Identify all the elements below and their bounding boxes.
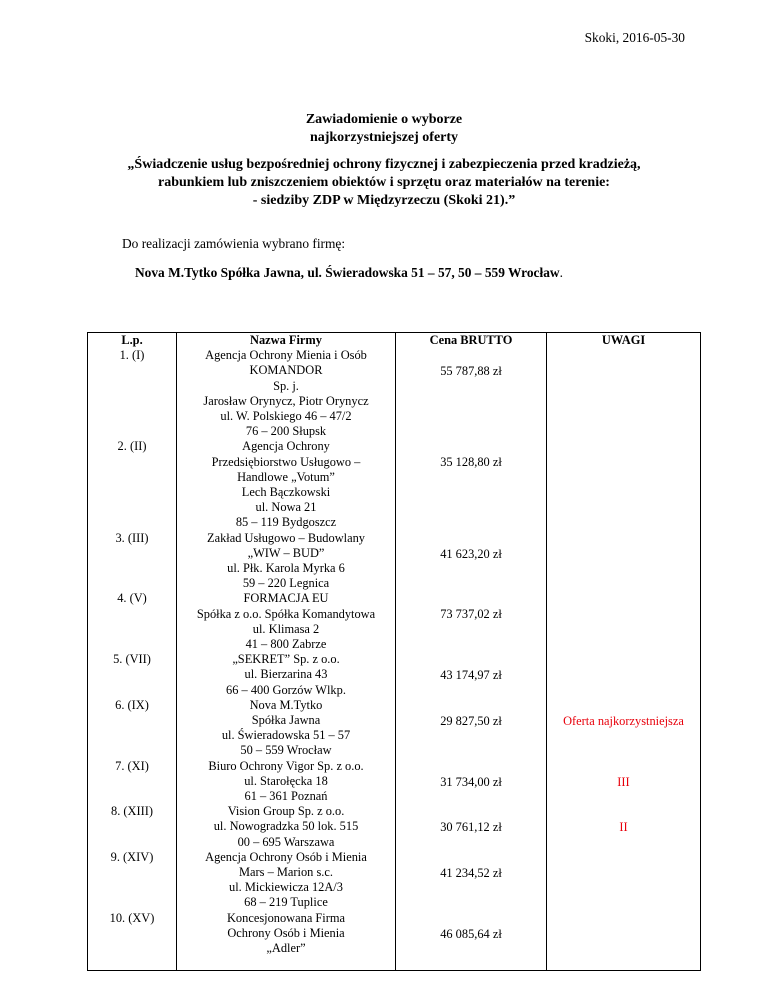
header-price: Cena BRUTTO 55 787,88 zł 35 128,80 zł 41 623,20 zł 73 737,02 zł 43 174,97 zł 29 827,50 zł 31 734,00 zł 30 761,12 zł 41 234,52 zł 46 085,64 zł xyxy=(396,333,547,971)
lp-cell: 2. (II) xyxy=(117,439,147,454)
firm-list xyxy=(177,348,395,970)
price-cell xyxy=(396,759,546,805)
contract-subject xyxy=(0,156,768,210)
firm-line: Agencja Ochrony Mienia i Osób xyxy=(205,348,367,363)
firm-line: 76 – 200 Słupsk xyxy=(245,424,327,439)
price-value: 30 761,12 zł xyxy=(440,820,502,835)
firm-line: FORMACJA EU xyxy=(243,591,329,606)
selected-company xyxy=(135,265,563,281)
lp-cell: 9. (XIV) xyxy=(110,849,154,864)
lp-list xyxy=(88,348,176,970)
firm-line: 85 – 119 Bydgoszcz xyxy=(235,515,337,530)
firm-line: Ochrony Osób i Mienia xyxy=(227,925,345,940)
firm-line: ul. W. Polskiego 46 – 47/2 xyxy=(220,409,352,424)
price-value: 41 623,20 zł xyxy=(440,546,502,561)
firm-line: ul. Mickiewicza 12A/3 xyxy=(229,880,343,895)
note-value: III xyxy=(617,774,630,789)
price-cell xyxy=(396,439,546,530)
firm-cell xyxy=(177,652,395,698)
firm-line: ul. Nowogradzka 50 lok. 515 xyxy=(213,819,359,834)
table-bottom-spacer xyxy=(177,956,395,970)
price-cell xyxy=(396,652,546,698)
price-cell xyxy=(396,911,546,957)
firm-line: 66 – 400 Gorzów Wlkp. xyxy=(226,682,346,697)
note-cell xyxy=(547,804,700,850)
firm-line: ul. Płk. Karola Myrka 6 xyxy=(227,560,345,575)
table-header-row xyxy=(88,333,701,971)
firm-line: Spółka z o.o. Spółka Komandytowa xyxy=(196,606,376,621)
firm-line: KOMANDOR xyxy=(249,363,323,378)
table-bottom-spacer xyxy=(396,956,546,970)
lp-cell: 6. (IX) xyxy=(115,697,149,712)
firm-line: Vision Group Sp. z o.o. xyxy=(227,804,345,819)
lp-cell: 7. (XI) xyxy=(115,758,149,773)
price-cell xyxy=(396,348,546,439)
price-value: 35 128,80 zł xyxy=(440,455,502,470)
heading-line-2: najkorzystniejszej oferty xyxy=(309,130,459,145)
firm-line: ul. Klimasa 2 xyxy=(252,621,320,636)
firm-cell xyxy=(177,804,395,850)
lp-cell: 4. (V) xyxy=(117,591,147,606)
price-value: 29 827,50 zł xyxy=(440,713,502,728)
firm-line: Agencja Ochrony xyxy=(242,439,330,454)
table-bottom-spacer xyxy=(88,956,176,970)
subject-line-3: - siedziby ZDP w Międzyrzeczu (Skoki 21).” xyxy=(252,193,516,208)
intro-text: Do realizacji zamówienia wybrano firmę: xyxy=(122,236,346,251)
firm-cell xyxy=(177,698,395,759)
firm-line: 41 – 800 Zabrze xyxy=(245,636,327,651)
price-value: 31 734,00 zł xyxy=(440,774,502,789)
header-notes: UWAGI Oferta najkorzystniejsza III II xyxy=(547,333,701,971)
firm-line: Przedsiębiorstwo Usługowo – xyxy=(211,454,361,469)
price-list xyxy=(396,348,546,970)
firm-cell xyxy=(177,850,395,911)
firm-line: Biuro Ochrony Vigor Sp. z o.o. xyxy=(208,758,364,773)
note-cell xyxy=(547,439,700,530)
firm-cell xyxy=(177,348,395,439)
firm-line: „SEKRET” Sp. z o.o. xyxy=(232,652,340,667)
firm-line: Spółka Jawna xyxy=(251,712,321,727)
firm-line: 68 – 219 Tuplice xyxy=(244,895,328,910)
firm-line: Nova M.Tytko xyxy=(249,697,323,712)
heading-line-1: Zawiadomienie o wyborze xyxy=(305,112,463,127)
document-heading xyxy=(0,111,768,147)
price-value: 41 234,52 zł xyxy=(440,865,502,880)
firm-line: Lech Bączkowski xyxy=(241,485,331,499)
lp-cell: 5. (VII) xyxy=(113,652,151,667)
header-lp: L.p. 1. (I) 2. (II) 3. (III) 4. (V) 5. (VII) 6. (IX) 7. (XI) 8. (XIII) 9. (XIV) 10. (XV) xyxy=(88,333,177,971)
firm-line: 61 – 361 Poznań xyxy=(244,788,328,803)
note-cell xyxy=(547,531,700,592)
subject-line-1: „Świadczenie usług bezpośredniej ochrony fizycznej i zabezpieczenia przed kradzieżą, xyxy=(127,157,641,172)
price-cell xyxy=(396,591,546,652)
firm-line: ul. Świeradowska 51 – 57 xyxy=(221,728,351,743)
firm-line: Koncesjonowana Firma xyxy=(226,910,346,925)
price-cell xyxy=(396,698,546,759)
firm-line: „WIW – BUD” xyxy=(247,545,325,560)
note-cell xyxy=(547,591,700,652)
firm-line: 00 – 695 Warszawa xyxy=(237,834,335,849)
note-cell xyxy=(547,911,700,957)
price-value: 73 737,02 zł xyxy=(440,607,502,622)
lp-cell: 8. (XIII) xyxy=(111,804,153,819)
subject-line-2: rabunkiem lub zniszczeniem obiektów i sprzętu oraz materiałów na terenie: xyxy=(158,175,610,190)
firm-line: Jarosław Orynycz, Piotr Orynycz xyxy=(203,393,369,408)
price-cell xyxy=(396,531,546,592)
firm-line: 59 – 220 Legnica xyxy=(242,576,330,591)
firm-line: ul. Nowa 21 xyxy=(255,500,317,515)
lp-cell: 10. (XV) xyxy=(109,910,155,925)
note-list xyxy=(547,348,700,970)
note-value: Oferta najkorzystniejsza xyxy=(563,713,684,728)
lp-cell: 1. (I) xyxy=(119,348,145,363)
firm-line: ul. Starołęcka 18 xyxy=(244,773,328,788)
firm-cell xyxy=(177,591,395,652)
lp-cell: 3. (III) xyxy=(115,530,149,545)
note-value: II xyxy=(619,820,628,835)
firm-line: Mars – Marion s.c. xyxy=(239,864,333,879)
firm-line: Zakład Usługowo – Budowlany xyxy=(207,530,365,545)
price-value: 46 085,64 zł xyxy=(440,926,502,941)
note-cell xyxy=(547,698,700,759)
price-value: 43 174,97 zł xyxy=(440,668,502,683)
firm-line: Agencja Ochrony Osób i Mienia xyxy=(205,849,367,864)
firm-cell xyxy=(177,911,395,957)
firm-cell xyxy=(177,531,395,592)
document-date: Skoki, 2016-05-30 xyxy=(584,30,685,45)
firm-cell xyxy=(177,759,395,805)
note-cell xyxy=(547,759,700,805)
firm-line: Sp. j. xyxy=(273,378,299,393)
firm-line: Handlowe „Votum” xyxy=(237,469,335,484)
note-cell xyxy=(547,850,700,911)
note-cell xyxy=(547,348,700,439)
firm-cell xyxy=(177,439,395,530)
firm-line: ul. Bierzarina 43 xyxy=(244,667,328,682)
table-bottom-spacer xyxy=(547,956,700,970)
offers-table xyxy=(87,332,701,971)
firm-line: 50 – 559 Wrocław xyxy=(240,743,332,758)
selected-company-name: Nova M.Tytko Spółka Jawna, ul. Świeradowska 51 – 57, 50 – 559 Wrocław xyxy=(135,265,560,280)
selected-company-period: . xyxy=(559,265,563,280)
price-cell xyxy=(396,850,546,911)
price-value: 55 787,88 zł xyxy=(440,364,502,379)
header-firm: Nazwa Firmy Agencja Ochrony Mienia i Osób KOMANDOR Sp. j. Jarosław Orynycz, Piotr Orynycz ul. W. Polskiego 46 – 47/2 76 – 200 Słupsk Agencja Ochrony Przedsiębiorstwo Usługowo – Handlowe „Votum” Lech Bączkowski ul. Nowa 21 85 – 119 Bydgoszcz Zakład Usługowo – Budowlany „WIW – BUD” ul. Płk. Karola Myrka 6 59 – 220 Legnica FORMACJA EU Spółka z o.o. Spółka Komandytowa ul. Klimasa 2 41 – 800 Zabrze „SEKRET” Sp. z o.o. ul. Bierzarina 43 66 – 400 Gorzów Wlkp. Nova M.Tytko Spółka Jawna ul. Świeradowska 51 – 57 50 – 559 Wrocław Biuro Ochrony Vigor Sp. z o.o. ul. Starołęcka 18 61 – 361 Poznań Vision Group Sp. z o.o. ul. Nowogradzka 50 lok. 515 00 – 695 Warszawa Agencja Ochrony Osób i Mienia Mars – Marion s.c. ul. Mickiewicza 12A/3 68 – 219 Tuplice Koncesjonowana Firma Ochrony Osób i Mienia „Adler” xyxy=(177,333,396,971)
note-cell xyxy=(547,652,700,698)
firm-line: „Adler” xyxy=(266,940,306,955)
price-cell xyxy=(396,804,546,850)
